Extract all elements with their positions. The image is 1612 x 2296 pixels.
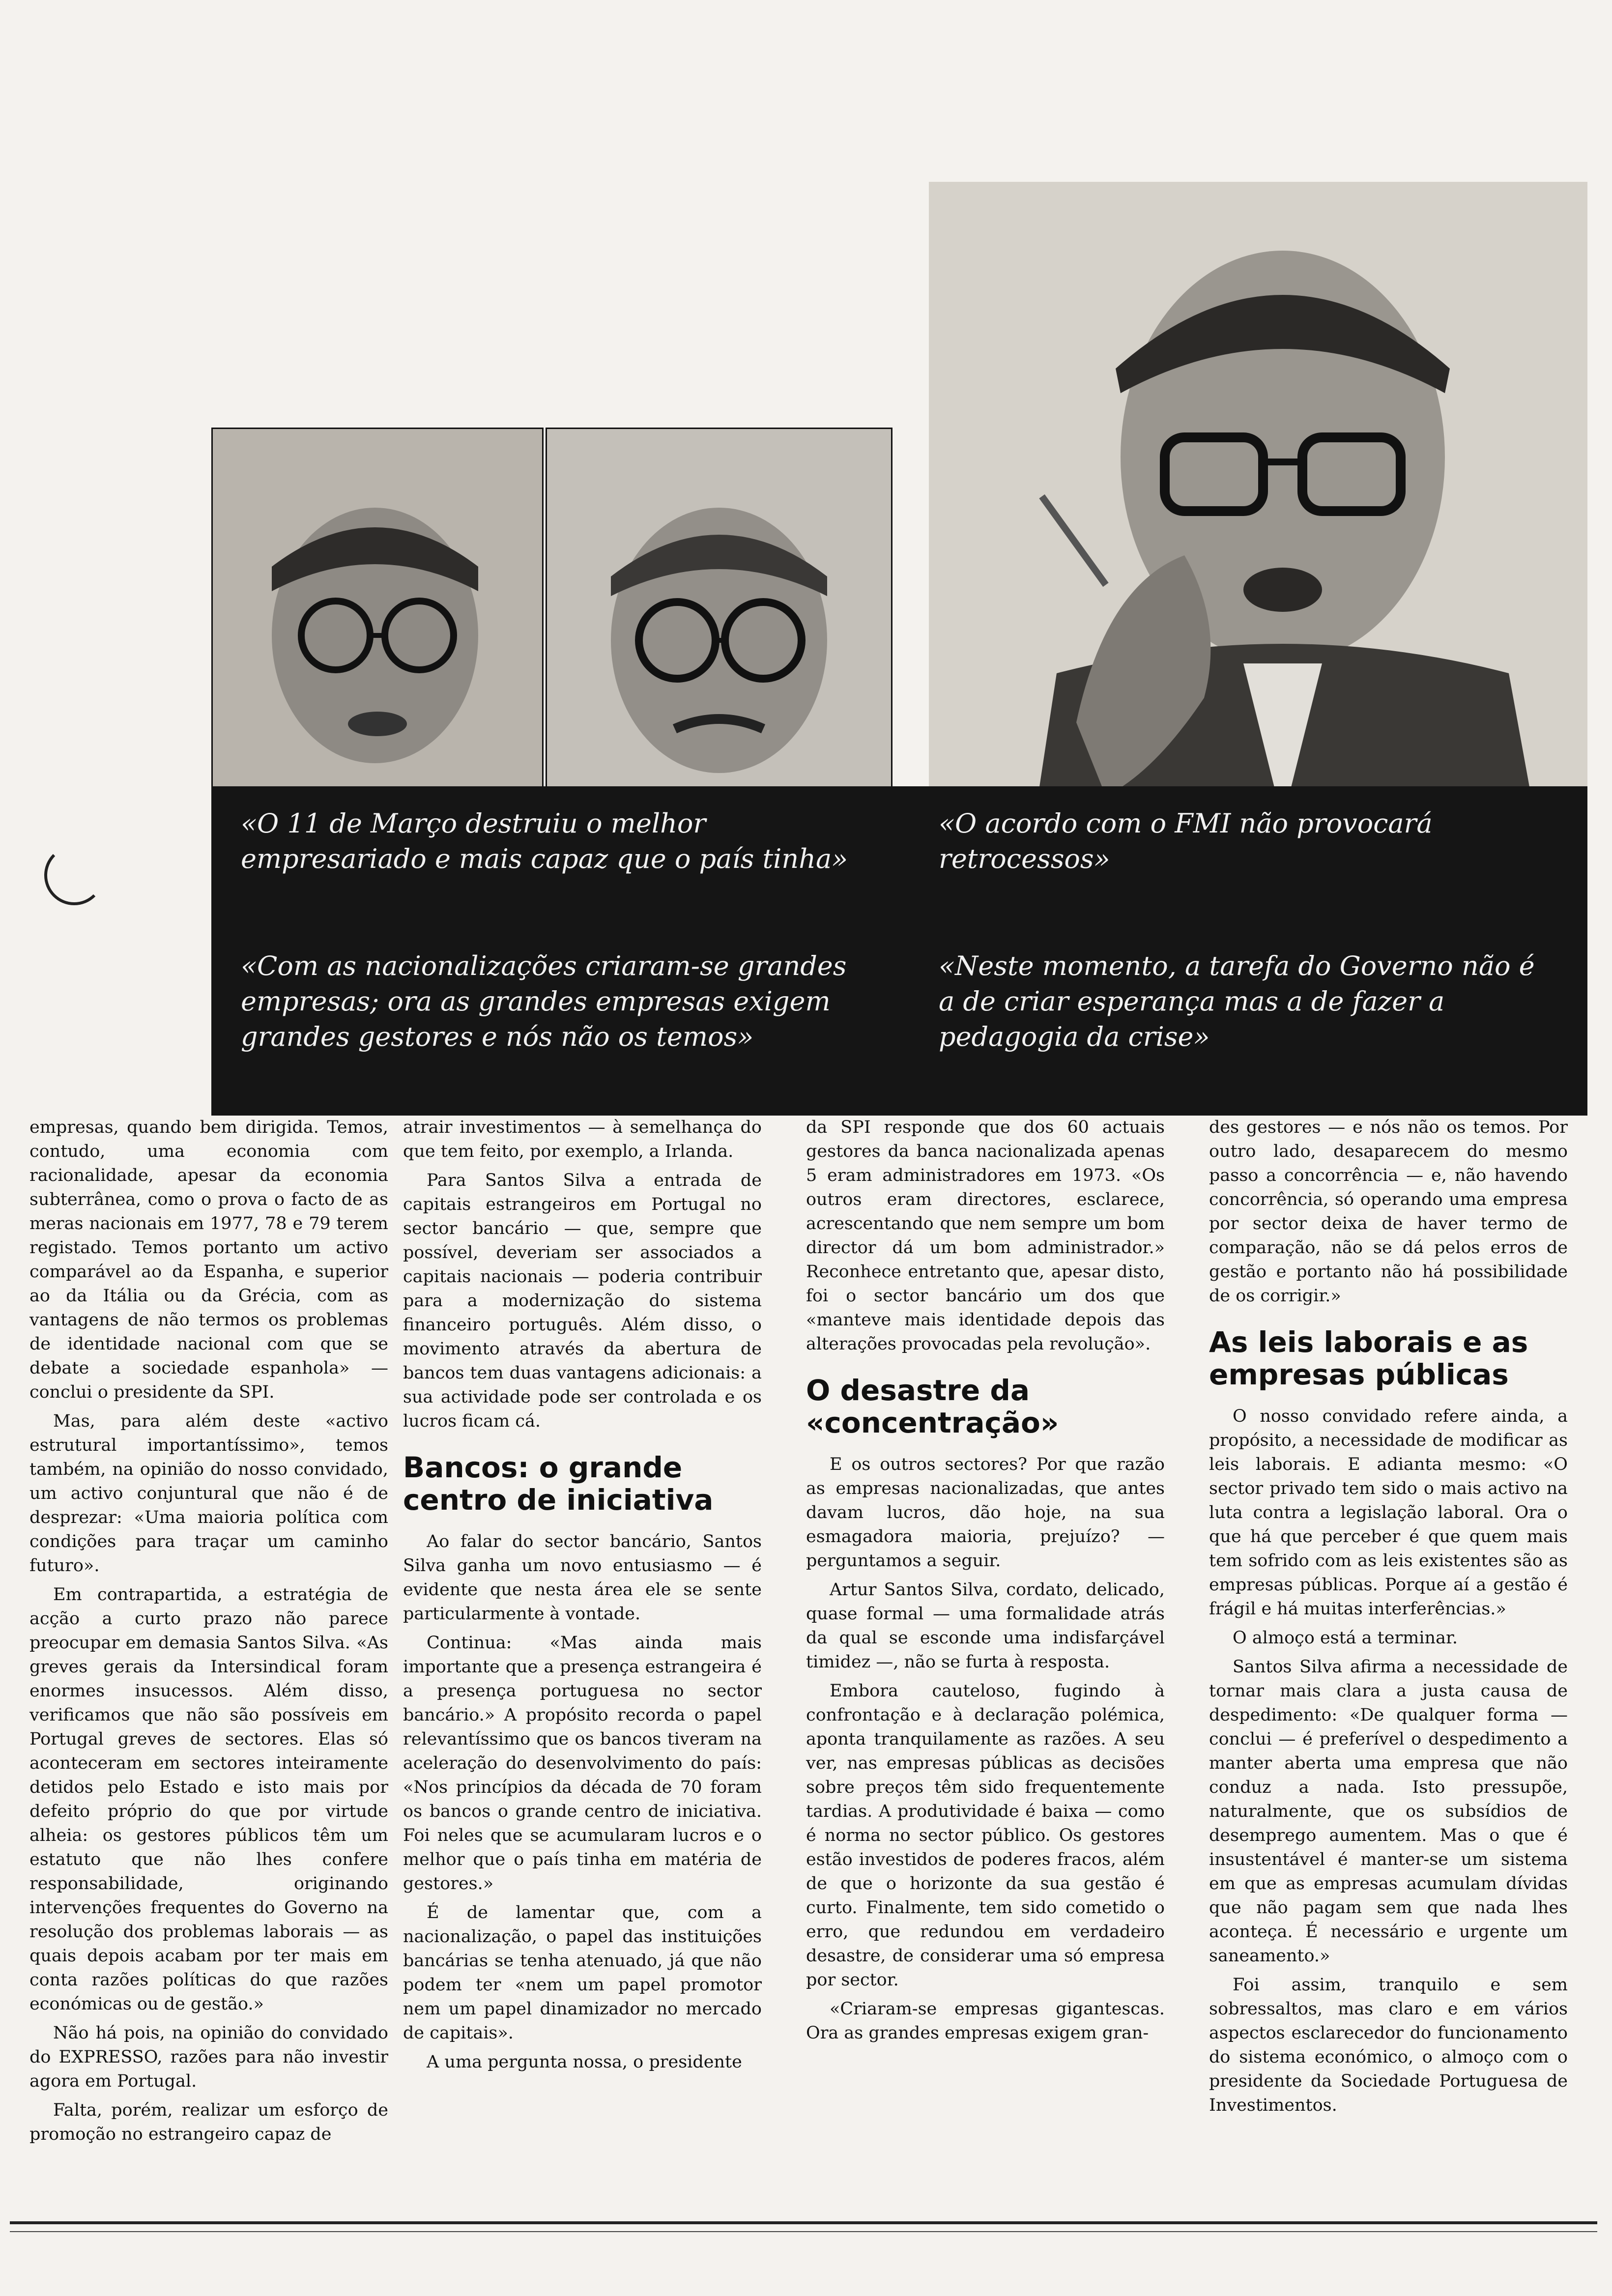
- paragraph: Para Santos Silva a entrada de capitais estrangeiros em Portugal no sector bancário — que, sempre que possível, deveriam ser associados a capitais nacionais — poderia contribuir para a modernização do sistema financeiro português. Além disso, o movimento através da abertura de bancos tem duas vantagens adicionais: a sua actividade pode ser controlada e os lucros ficam cá.: [403, 1171, 762, 1431]
- paragraph: Não há pois, na opinião do convidado do EXPRESSO, razões para não investir agora em Portugal.: [29, 2023, 388, 2091]
- bottom-rule: [10, 2221, 1597, 2224]
- paragraph: Santos Silva afirma a necessidade de tornar mais clara a justa causa de despedimento: «De qualquer forma — conclui — é preferível o despedimento a manter aberta uma empresa que não conduz a nada. Isto pressupõe, naturalmente, que os subsídios de desemprego aumentem. Mas o que é insustentável é manter-se um sistema em que as empresas acumulam dívidas que não pagam sem que nada lhes aconteça. É necessário e urgente um saneamento.»: [1209, 1657, 1568, 1966]
- paragraph: A uma pergunta nossa, o presidente: [427, 2052, 742, 2072]
- paragraph: Artur Santos Silva, cordato, delicado, quase formal — uma formalidade atrás da qual se esconde uma indisfarçável timidez —, não se furta à resposta.: [806, 1580, 1165, 1672]
- article-column-4: [1209, 1116, 1568, 2123]
- section-heading: Bancos: o grande centro de iniciativa: [403, 1451, 714, 1517]
- paragraph: E os outros sectores? Por que razão as empresas nacionalizadas, que antes davam lucros, dão hoje, na sua esmagadora maioria, prejuízo? — perguntamos a seguir.: [806, 1455, 1165, 1571]
- paragraph: É de lamentar que, com a nacionalização, o papel das instituições bancárias se tenha atenuado, já que não podem ter «nem um papel promotor nem um papel dinamizador no mercado de capitais».: [403, 1903, 762, 2043]
- paragraph: Em contrapartida, a estratégia de acção a curto prazo não parece preocupar em demasia Santos Silva. «As greves gerais da Intersindical foram enormes insucessos. Além disso, verificamos que não são possíveis em Portugal greves de sectores. Elas só aconteceram em sectores inteiramente detidos pelo Estado e isto mais por defeito próprio do que por virtude alheia: os gestores públicos têm um estatuto que não lhes confere responsabilidade, originando intervenções frequentes do Governo na resolução dos problemas laborais — as quais depois acabam por ter mais em conta razões políticas do que razões económicas ou de gestão.»: [29, 1585, 388, 2014]
- article-column-3: [806, 1116, 1165, 2050]
- page-blemish: [44, 845, 104, 905]
- paragraph: Ao falar do sector bancário, Santos Silva ganha um novo entusiasmo — é evidente que nesta área ele se sente particularmente à vontade.: [403, 1532, 762, 1624]
- paragraph: O almoço está a terminar.: [1233, 1628, 1458, 1648]
- section-heading: O desastre da «concentração»: [806, 1374, 1059, 1439]
- pull-quote-bottom-right: «Neste momento, a tarefa do Governo não é a de criar esperança mas a de fazer a pedagogia da crise»: [939, 950, 1535, 1052]
- article-column-2: [403, 1116, 762, 2079]
- paragraph: Embora cauteloso, fugindo à confrontação e à declaração polémica, aponta tranquilamente as razões. A seu ver, nas empresas públicas as decisões sobre preços têm sido frequentemente tardias. A produtividade é baixa — como é norma no sector público. Os gestores estão investidos de poderes fracos, além de que o horizonte da sua gestão é curto. Finalmente, tem sido cometido o erro, que redundou em verdadeiro desastre, de considerar uma só empresa por sector.: [806, 1681, 1165, 1990]
- paragraph: Continua: «Mas ainda mais importante que a presença estrangeira é a presença portuguesa no sector bancário.» A propósito recorda o papel relevantíssimo que os bancos tiveram na aceleração do desenvolvimento do país: «Nos princípios da década de 70 foram os bancos o grande centro de iniciativa. Foi neles que se acumularam lucros e o melhor que o país tinha em matéria de gestores.»: [403, 1633, 762, 1894]
- pull-quote-top-left: «O 11 de Março destruiu o melhor empresariado e mais capaz que o país tinha»: [241, 808, 848, 874]
- pull-quote-bottom-left: «Com as nacionalizações criaram-se grandes empresas; ora as grandes empresas exigem grandes gestores e nós não os temos»: [241, 950, 847, 1052]
- paragraph: «Criaram-se empresas gigantescas. Ora as grandes empresas exigem gran-: [806, 1999, 1165, 2043]
- paragraph: O nosso convidado refere ainda, a propósito, a necessidade de modificar as leis laborais. E adianta mesmo: «O sector privado tem sido o mais activo na luta contra a legislação laboral. Ora o que há que perceber é que quem mais tem sofrido com as leis existentes são as empresas públicas. Porque aí a gestão é frágil e há muitas interferências.»: [1209, 1406, 1568, 1619]
- section-heading: As leis laborais e as empresas públicas: [1209, 1325, 1528, 1391]
- paragraph: da SPI responde que dos 60 actuais gestores da banca nacionalizada apenas 5 eram administradores em 1973. «Os outros eram directores, esclarece, acrescentando que nem sempre um bom director dá um bom administrador.» Reconhece entretanto que, apesar disto, foi o sector bancário um dos que «manteve mais identidade depois das alterações provocadas pela revolução».: [806, 1118, 1165, 1354]
- paragraph: Falta, porém, realizar um esforço de promoção no estrangeiro capaz de: [29, 2100, 388, 2144]
- paragraph: empresas, quando bem dirigida. Temos, contudo, uma economia com racionalidade, apesar da economia subterrânea, como o prova o facto de as meras nacionais em 1977, 78 e 79 terem registado. Temos portanto um activo comparável ao da Espanha, e superior ao da Itália ou da Grécia, com as vantagens de não termos os problemas de identidade nacional com que se debate a sociedade espanhola» — conclui o presidente da SPI.: [29, 1118, 388, 1402]
- paragraph: atrair investimentos — à semelhança do que tem feito, por exemplo, a Irlanda.: [403, 1118, 762, 1161]
- paragraph: Foi assim, tranquilo e sem sobressaltos, mas claro e em vários aspectos esclarecedor do funcionamento do sistema económico, o almoço com o presidente da Sociedade Portuguesa de Investimentos.: [1209, 1975, 1568, 2115]
- quote-caption-band: [211, 786, 1587, 1116]
- paragraph: Mas, para além deste «activo estrutural importantíssimo», temos também, na opinião do nosso convidado, um activo conjuntural que não é de desprezar: «Uma maioria política com condições para traçar um caminho futuro».: [29, 1411, 388, 1576]
- bottom-rule-thin: [10, 2231, 1597, 2232]
- paragraph: des gestores — e nós não os temos. Por outro lado, desaparecem do mesmo passo a concorrência — e, não havendo concorrência, só operando uma empresa por sector deixa de haver termo de comparação, não se dá pelos erros de gestão e portanto não há possibilidade de os corrigir.»: [1209, 1118, 1568, 1306]
- article-column-1: [29, 1116, 388, 2152]
- pull-quote-top-right: «O acordo com o FMI não provocará retrocessos»: [939, 808, 1433, 874]
